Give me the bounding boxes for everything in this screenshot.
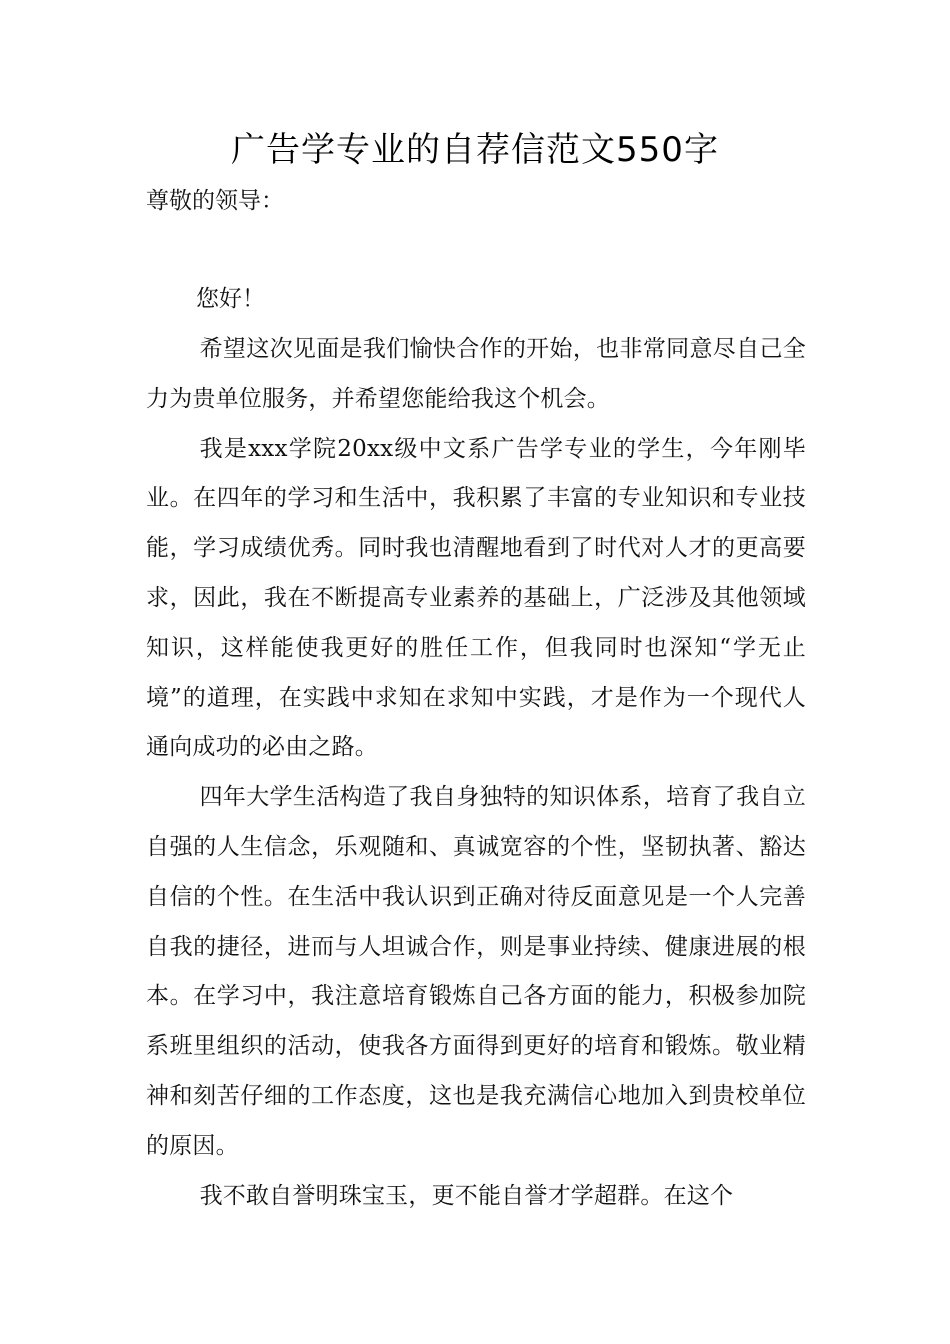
greeting: 您好！ (196, 286, 265, 312)
salutation: 尊敬的领导： (146, 188, 284, 214)
paragraph: 我是xxx学院20xx级中文系广告学专业的学生，今年刚毕业。在四年的学习和生活中，我积累了丰富的专业知识和专业技能，学习成绩优秀。同时我也清醒地看到了时代对人才的更高要求，因此，我在不断提高专业素养的基础上，广泛涉及其他领域知识，这样能使我更好的胜任工作，但我同时也深知“学无止境”的道理，在实践中求知在求知中实践，才是作为一个现代人通向成功的必由之路。 (146, 435, 806, 761)
letter-body (146, 325, 806, 1221)
document-title: 广告学专业的自荐信范文550字 (231, 130, 719, 170)
paragraph: 希望这次见面是我们愉快合作的开始，也非常同意尽自己全力为贵单位服务，并希望您能给我这个机会。 (146, 336, 806, 412)
paragraph: 四年大学生活构造了我自身独特的知识体系，培育了我自立自强的人生信念，乐观随和、真诚宽容的个性，坚韧执著、豁达自信的个性。在生活中我认识到正确对待反面意见是一个人完善自我的捷径，进而与人坦诚合作，则是事业持续、健康进展的根本。在学习中，我注意培育锻炼自己各方面的能力，积极参加院系班里组织的活动，使我各方面得到更好的培育和锻炼。敬业精神和刻苦仔细的工作态度，这也是我充满信心地加入到贵校单位的原因。 (146, 784, 806, 1159)
paragraph: 我不敢自誉明珠宝玉，更不能自誉才学超群。在这个 (199, 1182, 734, 1209)
